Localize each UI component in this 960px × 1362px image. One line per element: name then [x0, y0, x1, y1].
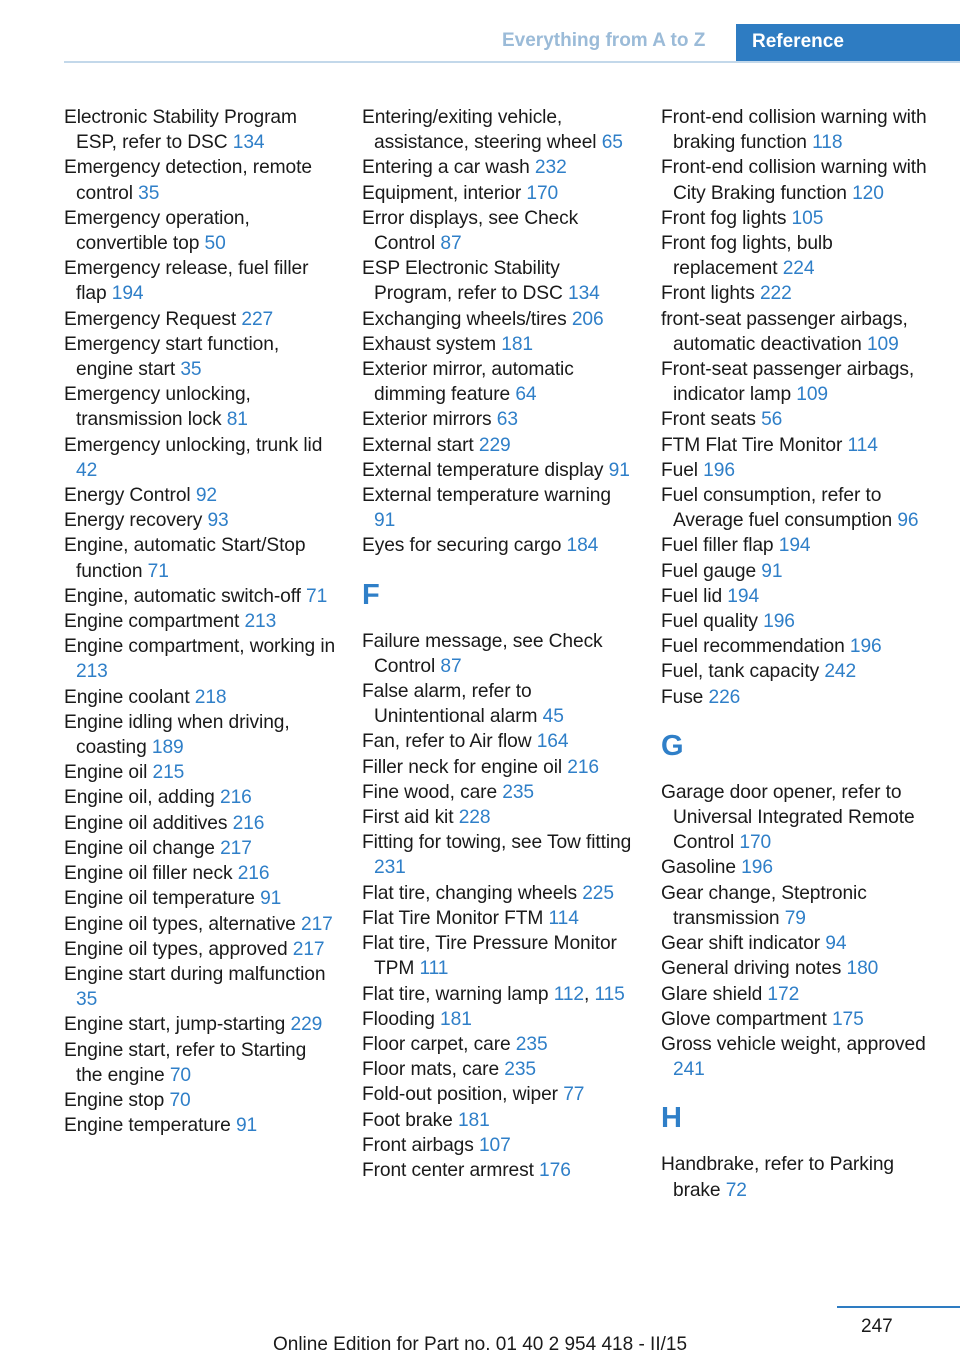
index-column-3 — [661, 105, 933, 1203]
index-entry — [661, 956, 933, 981]
index-entry — [362, 1082, 634, 1107]
index-entry-term: Emergency detection, remote control — [64, 157, 312, 204]
index-entry — [362, 1133, 634, 1158]
page-reference-link[interactable]: 242 — [824, 661, 857, 683]
index-entry-term: Emergency operation, convertible top — [64, 207, 250, 255]
index-entry-term: Fuse — [661, 686, 709, 708]
index-entry — [64, 307, 336, 332]
page-reference-link[interactable]: 196 — [741, 857, 773, 879]
index-entry-term: Engine temperature — [64, 1115, 236, 1137]
index-entry-term: Entering a car wash — [362, 157, 535, 179]
index-entry — [362, 206, 634, 256]
index-entry — [362, 332, 634, 357]
index-entry — [64, 609, 336, 634]
index-entry-term: Emergency unlocking, transmission lock — [64, 384, 251, 431]
index-entry — [64, 634, 336, 684]
index-entry — [362, 407, 634, 432]
index-entry-term: Energy Control — [64, 485, 196, 507]
index-entry-term: Engine oil additives — [64, 812, 233, 834]
index-entry-term: Fuel filler flap — [661, 535, 779, 557]
index-entry — [661, 584, 933, 609]
index-entry-term: Engine compartment, working in — [64, 636, 336, 658]
page-reference-link[interactable]: 229 — [290, 1014, 323, 1036]
index-entry-term: Engine oil temperature — [64, 888, 261, 910]
index-entry-term: Front airbags — [362, 1134, 479, 1156]
index-entry-term: Gross vehicle weight, approved — [661, 1033, 926, 1055]
page-reference-link[interactable]: 35 — [180, 359, 202, 381]
page-reference-link[interactable]: 213 — [76, 661, 108, 683]
index-entry-term: Front seats — [661, 409, 762, 431]
index-entry — [362, 307, 634, 332]
page-reference-link[interactable]: 63 — [496, 409, 518, 431]
index-entry-term: Emergency release, fuel filler flap — [64, 258, 309, 305]
index-entry-term: ESP Electronic Stability Program, refer to DSC — [362, 258, 568, 305]
page-reference-link[interactable]: 194 — [727, 585, 760, 607]
index-entry-term: Engine coolant — [64, 686, 195, 708]
index-entry — [362, 679, 634, 729]
index-entry — [64, 584, 336, 609]
index-entry — [661, 609, 933, 634]
page-reference-link[interactable]: 107 — [478, 1134, 511, 1156]
index-entry — [64, 483, 336, 508]
page-reference-link[interactable]: 216 — [232, 812, 265, 834]
index-entry — [661, 559, 933, 584]
index-entry — [362, 533, 634, 558]
index-entry — [362, 458, 634, 483]
page-reference-link[interactable]: 105 — [791, 207, 824, 229]
index-entry-term: Electronic Stability Program ESP, refer to DSC — [64, 107, 297, 154]
index-entry — [64, 1038, 336, 1088]
index-entry — [362, 906, 634, 931]
page-reference-link[interactable]: 70 — [169, 1064, 192, 1086]
page-reference-link[interactable]: 189 — [151, 737, 184, 759]
index-entry-term: Exchanging wheels/tires — [362, 308, 572, 330]
index-entry — [362, 830, 634, 880]
page-reference-link[interactable]: 196 — [703, 459, 735, 481]
index-entry-term: Engine idling when driving, coasting — [64, 711, 290, 759]
index-entry-term: Front lights — [661, 283, 760, 305]
index-entry — [362, 780, 634, 805]
page-reference-link[interactable]: 194 — [778, 535, 811, 557]
page-reference-link[interactable]: 134 — [568, 283, 600, 305]
index-entry-term: Engine start, refer to Starting the engine — [64, 1039, 307, 1086]
index-entry — [661, 881, 933, 931]
index-entry — [64, 710, 336, 760]
index-entry — [661, 155, 933, 205]
page-reference-link[interactable]: 71 — [306, 585, 328, 607]
index-entry — [661, 458, 933, 483]
index-entry — [661, 407, 933, 432]
index-entry — [64, 962, 336, 1012]
index-entry-term: Garage door opener, refer to Universal Integrated Remote Control — [661, 781, 915, 854]
index-entry-term: Engine oil types, approved — [64, 938, 293, 960]
index-entry — [661, 855, 933, 880]
index-entry-term: Engine, automatic switch-off — [64, 585, 307, 607]
index-entry — [64, 685, 336, 710]
index-entry — [362, 931, 634, 981]
index-entry — [362, 1007, 634, 1032]
page-reference-link[interactable]: 87 — [440, 655, 462, 677]
index-entry-term: Flat tire, warning lamp — [362, 983, 554, 1005]
page-reference-link[interactable]: 235 — [502, 781, 534, 803]
index-entry-term: Emergency unlocking, trunk lid — [64, 434, 323, 456]
page-reference-link[interactable]: 70 — [169, 1089, 191, 1111]
index-entry — [661, 1152, 933, 1202]
page-reference-link[interactable]: 115 — [594, 983, 625, 1005]
index-entry — [64, 433, 336, 483]
page-reference-link[interactable]: 181 — [440, 1008, 472, 1030]
index-entry-term: Flat tire, Tire Pressure Monitor TPM — [362, 933, 617, 980]
index-entry — [64, 760, 336, 785]
page-reference-link[interactable]: 172 — [767, 983, 800, 1005]
page-reference-link[interactable]: 227 — [241, 308, 274, 330]
index-entry-term: Engine start, jump-starting — [64, 1014, 291, 1036]
index-entry-term: Flooding — [362, 1008, 441, 1030]
page-reference-link[interactable]: 91 — [260, 888, 282, 910]
page-reference-link[interactable]: 87 — [440, 233, 462, 255]
page-reference-link[interactable]: 35 — [138, 182, 160, 204]
index-entry — [362, 105, 634, 155]
index-entry-term: First aid kit — [362, 807, 459, 829]
index-entry-term: Floor mats, care — [362, 1059, 505, 1081]
index-entry — [661, 780, 933, 856]
page-reference-link[interactable]: 216 — [220, 787, 252, 809]
index-entry-term: External start — [362, 434, 479, 456]
index-group-h — [661, 1152, 933, 1202]
index-entry-term: Fan, refer to Air flow — [362, 731, 537, 753]
index-entry — [661, 685, 933, 710]
index-entry-term: Gear change, Steptronic transmission — [661, 882, 867, 929]
index-entry-term: Front-end collision warning with braking function — [661, 107, 927, 154]
page-reference-link[interactable]: 112 — [553, 983, 584, 1005]
page-reference-link[interactable]: 50 — [204, 233, 226, 255]
index-entry — [661, 931, 933, 956]
index-entry — [64, 256, 336, 306]
page-reference-link[interactable]: 222 — [759, 283, 792, 305]
page-reference-link[interactable]: 71 — [147, 560, 169, 582]
index-group-e-continued — [362, 105, 634, 559]
index-entry-term: Emergency Request — [64, 308, 242, 330]
index-entry — [64, 105, 336, 155]
index-entry — [64, 1088, 336, 1113]
index-letter-f: F — [362, 578, 380, 611]
page-reference-link[interactable]: 196 — [849, 636, 882, 658]
index-entry-term: Filler neck for engine oil — [362, 756, 568, 778]
index-entry-term: Entering/exiting vehicle, assistance, steering wheel — [362, 107, 602, 154]
index-entry-term: Fuel consumption, refer to Average fuel consumption — [661, 485, 898, 532]
index-entry — [64, 811, 336, 836]
index-entry-term: Engine oil filler neck — [64, 863, 238, 885]
index-entry-term: Fuel lid — [661, 585, 728, 607]
index-entry-term: External temperature warning — [362, 485, 611, 507]
page-reference-link[interactable]: 184 — [566, 535, 599, 557]
index-entry-term: Fold-out position, wiper — [362, 1084, 564, 1106]
index-entry-term: Gasoline — [661, 857, 742, 879]
index-entry — [64, 937, 336, 962]
page-reference-link[interactable]: 224 — [782, 258, 815, 280]
index-entry — [362, 1057, 634, 1082]
index-entry-term: Front center armrest — [362, 1159, 540, 1181]
index-entry-term: Fuel gauge — [661, 560, 762, 582]
index-entry-term: Fine wood, care — [362, 781, 503, 803]
index-entry — [661, 281, 933, 306]
index-entry — [64, 886, 336, 911]
index-entry — [661, 483, 933, 533]
index-entry-term: Fitting for towing, see Tow fitting — [362, 832, 632, 854]
index-column-2 — [362, 105, 634, 1183]
header-section-title: Everything from A to Z — [502, 30, 706, 51]
page-reference-link[interactable]: 79 — [784, 907, 806, 929]
page-reference-link[interactable]: 181 — [501, 333, 533, 355]
index-entry — [362, 181, 634, 206]
index-entry-term: Handbrake, refer to Parking brake — [661, 1154, 895, 1201]
index-entry-term: Engine start during malfunction — [64, 963, 326, 985]
page-number: 247 — [861, 1316, 893, 1337]
page-reference-link[interactable]: 217 — [292, 938, 325, 960]
index-entry — [362, 433, 634, 458]
page-reference-link[interactable]: 35 — [76, 989, 98, 1011]
header-rule — [64, 61, 960, 63]
page-reference-link[interactable]: 91 — [235, 1115, 258, 1137]
index-column-1 — [64, 105, 336, 1138]
page-reference-link[interactable]: 65 — [601, 132, 623, 154]
index-letter-g: G — [661, 729, 684, 762]
index-entry-term: Engine oil change — [64, 837, 221, 859]
index-entry — [661, 231, 933, 281]
index-entry — [362, 805, 634, 830]
page-reference-link[interactable]: 114 — [847, 434, 878, 456]
index-entry — [64, 861, 336, 886]
index-entry — [64, 912, 336, 937]
footer-edition: Online Edition for Part no. 01 40 2 954 418 - II/15 — [272, 1334, 688, 1355]
page-reference-link[interactable]: 232 — [534, 157, 567, 179]
index-entry-term: Exterior mirrors — [362, 409, 497, 431]
page-reference-link[interactable]: 134 — [232, 132, 265, 154]
index-entry — [661, 1032, 933, 1082]
footer-rule — [837, 1306, 960, 1308]
index-entry: Flat tire, warning lamp 112, 115 — [362, 983, 625, 1005]
index-entry — [661, 659, 933, 684]
page-reference-link[interactable]: 216 — [237, 863, 270, 885]
page-reference-link[interactable]: 91 — [761, 560, 783, 582]
index-entry-term: Fuel, tank capacity — [661, 661, 825, 683]
index-entry-term: Flat tire, changing wheels — [362, 882, 583, 904]
index-entry-term: Floor carpet, care — [362, 1033, 516, 1055]
index-entry — [362, 881, 634, 906]
index-entry-term: Engine stop — [64, 1089, 170, 1111]
page-reference-link[interactable]: 228 — [458, 807, 491, 829]
index-entry-term: Eyes for securing cargo — [362, 535, 567, 557]
page-reference-link[interactable]: 120 — [852, 182, 884, 204]
index-entry-term: Emergency start function, engine start — [64, 333, 280, 381]
index-entry-term: Energy recovery — [64, 510, 208, 532]
index-entry-term: Gear shift indicator — [661, 933, 826, 955]
index-entry — [64, 508, 336, 533]
index-group-f-continued — [661, 105, 933, 710]
index-entry — [64, 836, 336, 861]
page-reference-link[interactable]: 164 — [536, 731, 569, 753]
page-header — [0, 0, 960, 64]
index-entry-term: Front-seat passenger airbags, indicator lamp — [661, 359, 915, 406]
index-entry-term: Fuel recommendation — [661, 636, 850, 658]
index-letter-h: H — [661, 1102, 682, 1135]
index-group-e — [64, 105, 336, 1138]
index-entry-term: Front-end collision warning with City Braking function — [661, 157, 927, 204]
index-entry-term: Engine compartment — [64, 611, 245, 633]
page-reference-link[interactable]: 42 — [76, 459, 98, 481]
index-entry — [661, 982, 933, 1007]
header-reference-tab: Reference — [736, 24, 960, 63]
page-reference-link[interactable]: 111 — [419, 958, 449, 980]
page-reference-link[interactable]: 215 — [152, 762, 185, 784]
index-entry-term: Exterior mirror, automatic dimming feature — [362, 359, 574, 406]
page-reference-link[interactable]: 94 — [825, 933, 847, 955]
index-entry — [64, 382, 336, 432]
index-entry — [64, 533, 336, 583]
index-entry-term: Glove compartment — [661, 1008, 832, 1030]
index-entry-term: Failure message, see Check Control — [362, 630, 603, 677]
index-entry — [661, 634, 933, 659]
page-reference-link[interactable]: 92 — [195, 485, 217, 507]
page-reference-link[interactable]: 45 — [542, 706, 564, 728]
index-entry-term: Engine oil, adding — [64, 787, 220, 809]
page-reference-link[interactable]: 213 — [244, 611, 277, 633]
index-entry-term: False alarm, refer to Unintentional alarm — [362, 681, 543, 728]
page-reference-link[interactable]: 217 — [220, 837, 252, 859]
index-entry-term: Fuel quality — [661, 611, 764, 633]
page-reference-link[interactable]: 170 — [526, 182, 559, 204]
page-reference-link[interactable]: 235 — [515, 1033, 548, 1055]
index-entry — [64, 155, 336, 205]
index-entry — [362, 357, 634, 407]
index-entry-term: Engine oil types, alternative — [64, 913, 301, 935]
index-entry — [362, 629, 634, 679]
index-entry — [64, 785, 336, 810]
index-entry — [661, 307, 933, 357]
index-entry-term: External temperature display — [362, 459, 609, 481]
index-entry — [362, 1032, 634, 1057]
index-entry-term: Engine, automatic Start/Stop function — [64, 535, 306, 582]
page-reference-link[interactable]: 91 — [374, 510, 396, 532]
index-entry — [64, 206, 336, 256]
index-entry — [64, 1113, 336, 1138]
index-entry — [362, 1158, 634, 1183]
index-entry — [64, 1012, 336, 1037]
index-entry-term: Equipment, interior — [362, 182, 527, 204]
page-reference-link[interactable]: 56 — [761, 409, 783, 431]
index-entry — [661, 1007, 933, 1032]
page-reference-link[interactable]: 114 — [548, 907, 579, 929]
page-reference-link[interactable]: 64 — [515, 384, 537, 406]
index-entry-term: Fuel — [661, 459, 704, 481]
index-entry-term: Glare shield — [661, 983, 768, 1005]
index-entry — [661, 533, 933, 558]
index-entry — [64, 332, 336, 382]
index-group-f — [362, 629, 634, 1183]
page-reference-link[interactable]: 81 — [226, 409, 248, 431]
index-entry-term: General driving notes — [661, 958, 847, 980]
page-reference-link[interactable]: 225 — [582, 882, 614, 904]
index-entry — [362, 1108, 634, 1133]
index-entry — [661, 357, 933, 407]
index-entry-term: front-seat passenger airbags, automatic deactivation — [661, 308, 908, 355]
page-reference-link[interactable]: 181 — [457, 1109, 490, 1131]
index-entry-term: Flat Tire Monitor FTM — [362, 907, 549, 929]
index-entry-term: Front fog lights, bulb replacement — [661, 233, 833, 280]
page-reference-link[interactable]: 91 — [608, 459, 630, 481]
page-reference-link[interactable]: 241 — [673, 1059, 705, 1081]
index-entry — [362, 755, 634, 780]
index-entry-term: Foot brake — [362, 1109, 458, 1131]
page-reference-link[interactable]: 196 — [763, 611, 795, 633]
page-reference-link[interactable]: 176 — [539, 1159, 571, 1181]
page-reference-link[interactable]: 118 — [812, 132, 843, 154]
index-entry-term: Error displays, see Check Control — [362, 207, 579, 255]
page-reference-link[interactable]: 231 — [374, 857, 406, 879]
page-reference-link[interactable]: 217 — [301, 913, 333, 935]
page-reference-link[interactable]: 218 — [194, 686, 227, 708]
index-entry-term: Exhaust system — [362, 333, 502, 355]
page-reference-link[interactable]: 170 — [739, 832, 772, 854]
index-group-g — [661, 780, 933, 1082]
page-reference-link[interactable]: 216 — [567, 756, 599, 778]
page-reference-link[interactable]: 229 — [478, 434, 511, 456]
page-reference-link[interactable]: 226 — [708, 686, 741, 708]
index-entry-term: FTM Flat Tire Monitor — [661, 434, 848, 456]
page-reference-link[interactable]: 96 — [897, 510, 919, 532]
page-reference-link[interactable]: 180 — [846, 958, 879, 980]
page-reference-link[interactable]: 109 — [866, 333, 899, 355]
index-entry — [661, 105, 933, 155]
index-entry — [362, 155, 634, 180]
page-reference-link[interactable]: 93 — [207, 510, 229, 532]
page-reference-link[interactable]: 72 — [725, 1179, 747, 1201]
page-reference-link[interactable]: 109 — [796, 384, 828, 406]
index-entry-term: Front fog lights — [661, 207, 792, 229]
index-entry — [362, 729, 634, 754]
index-entry — [661, 206, 933, 231]
index-entry-term: Engine oil — [64, 762, 153, 784]
page-reference-link[interactable]: 235 — [504, 1059, 536, 1081]
index-entry — [661, 433, 933, 458]
index-entry — [362, 483, 634, 533]
page-reference-link[interactable]: 175 — [831, 1008, 864, 1030]
page-reference-link[interactable]: 77 — [563, 1084, 585, 1106]
page-reference-link[interactable]: 194 — [111, 283, 144, 305]
index-entry — [362, 256, 634, 306]
page-reference-link[interactable]: 206 — [571, 308, 604, 330]
